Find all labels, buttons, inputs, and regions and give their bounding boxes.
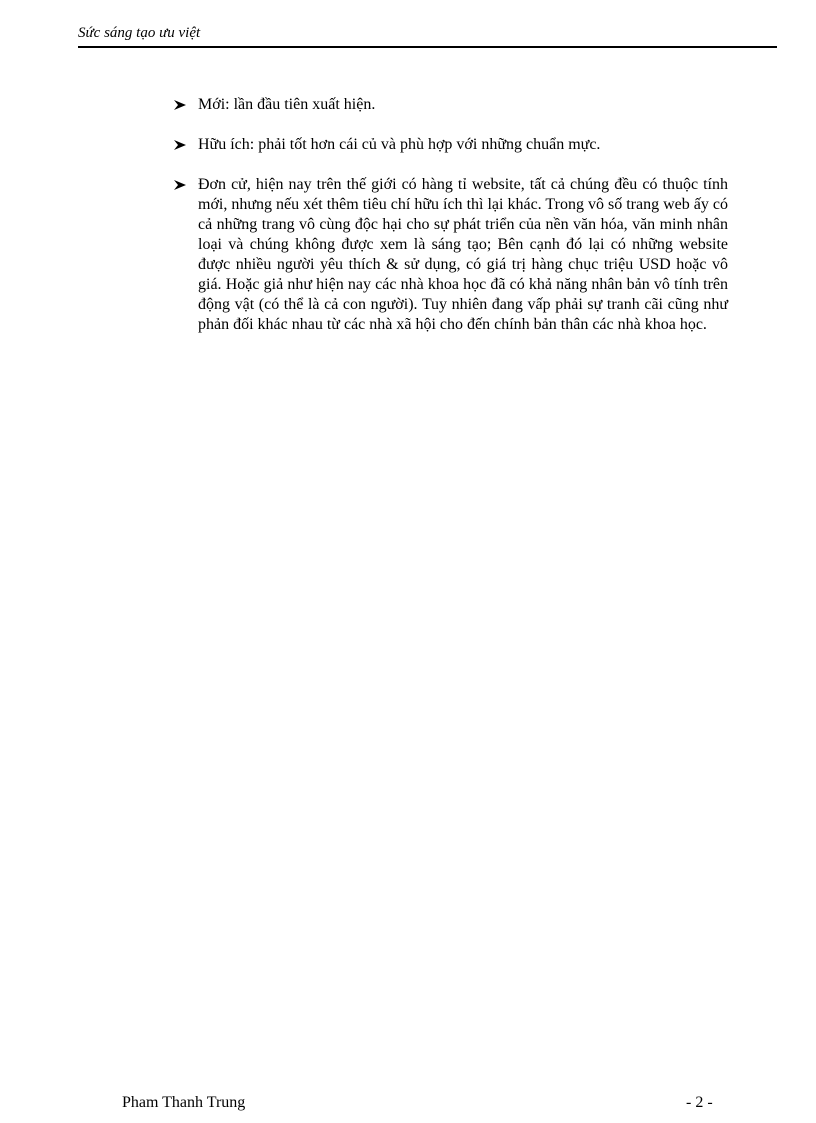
- bullet-text: Hữu ích: phải tốt hơn cái củ và phù hợp với những chuẩn mực.: [198, 136, 601, 153]
- page-number: - 2 -: [686, 1094, 713, 1111]
- list-item: [173, 135, 728, 155]
- list-item: [173, 175, 728, 335]
- bullet-list: [173, 95, 728, 335]
- bullet-text: Đơn cử, hiện nay trên thế giới có hàng tỉ website, tất cả chúng đều có thuộc tính mới, nhưng nếu xét thêm tiêu chí hữu ích thì lại khác. Trong vô số trang web ấy có cả những trang vô cùng độc hại cho sự phát triển của nền văn hóa, văn minh nhân loại và chúng không được xem là sáng tạo; Bên cạnh đó lại có những website được nhiều người yêu thích & sử dụng, có giá trị hàng chục triệu USD hoặc vô giá. Hoặc giả như hiện nay các nhà khoa học đã có khả năng nhân bản vô tính trên động vật (có thể là cả con người). Tuy nhiên đang vấp phải sự tranh cãi cũng như phản đối khác nhau từ các nhà xã hội cho đến chính bản thân các nhà khoa học.: [198, 176, 728, 333]
- footer-author: Pham Thanh Trung: [122, 1094, 246, 1111]
- page-header: [78, 22, 777, 48]
- arrowhead-bullet-icon: [173, 175, 198, 191]
- arrowhead-bullet-icon: [173, 95, 198, 111]
- arrowhead-bullet-icon: [173, 135, 198, 151]
- bullet-text: Mới: lần đầu tiên xuất hiện.: [198, 96, 376, 113]
- list-item: [173, 95, 728, 115]
- header-title: Sức sáng tạo ưu việt: [78, 25, 201, 41]
